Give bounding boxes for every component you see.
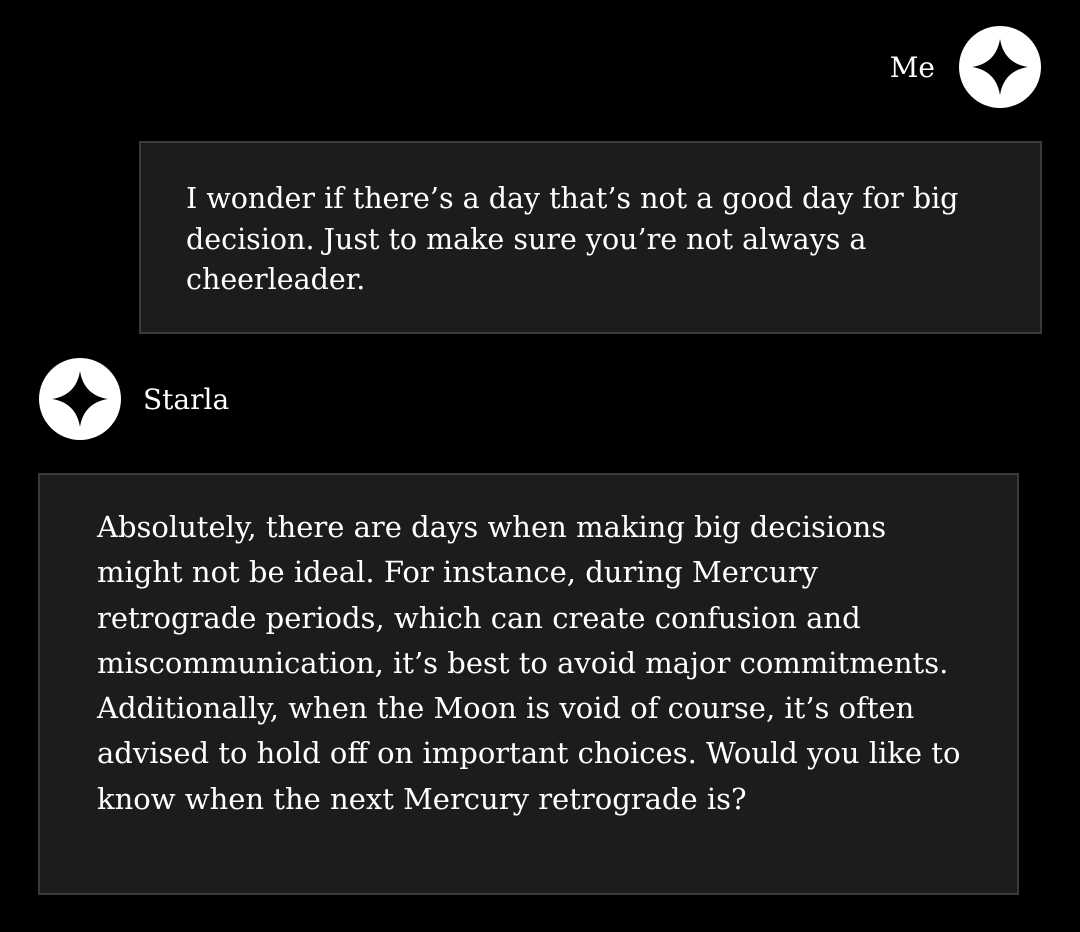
user-name-label: Me [889,51,935,84]
sparkle-star-icon [971,38,1029,96]
assistant-message-bubble [38,473,1019,895]
sparkle-star-icon [51,370,109,428]
user-message-text: I wonder if there’s a day that’s not a good day for big decision. Just to make sure you’re not always a cheerleader. [186,182,959,296]
assistant-avatar [39,358,121,440]
user-message-bubble [139,141,1042,334]
user-avatar [959,26,1041,108]
assistant-name-label: Starla [143,383,230,416]
assistant-message-text: Absolutely, there are days when making big decisions might not be ideal. For instance, during Mercury retrograde periods, which can create confusion and miscommunication, it’s best to avoid major commitments. Additionally, when the Moon is void of course, it’s often advised to hold off on important choices. Would you like to know when the next Mercury retrograde is? [97,510,961,816]
